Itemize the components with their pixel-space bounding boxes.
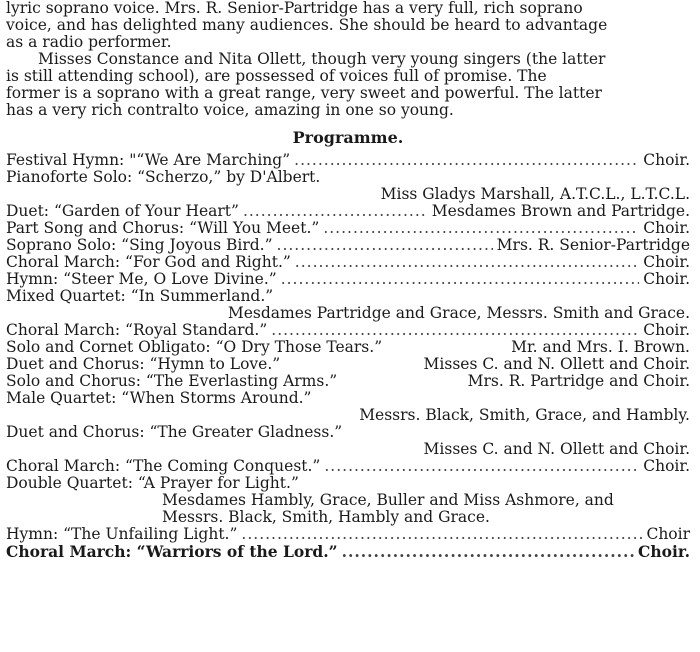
- text-line: is still attending school), are possessed of voices full of promise. The: [6, 67, 547, 85]
- programme-item: [6, 424, 690, 441]
- programme-item: [6, 543, 690, 560]
- item-title: Choral March: “Warriors of the Lord.”: [6, 542, 338, 561]
- programme-item: [6, 322, 690, 339]
- programme-list: [6, 152, 690, 560]
- item-performer: Mr. and Mrs. I. Brown.: [511, 338, 690, 356]
- item-performer: Choir.: [643, 270, 690, 288]
- item-performer: Choir.: [643, 151, 690, 169]
- text-line: voice, and has delighted many audiences. She should be heard to advantage: [6, 16, 608, 34]
- item-title: Choral March: “Royal Standard.”: [6, 321, 268, 339]
- programme-item: [6, 237, 690, 254]
- item-performer: Misses C. and N. Ollett and Choir.: [423, 355, 690, 373]
- programme-item: [6, 203, 690, 220]
- programme-heading: Programme.: [292, 128, 404, 147]
- item-performer: Choir.: [638, 542, 690, 561]
- item-title: Festival Hymn: "“We Are Marching”: [6, 151, 291, 169]
- item-title: Duet: “Garden of Your Heart”: [6, 202, 239, 220]
- programme-item: [6, 169, 690, 186]
- dot-leader: [323, 220, 639, 237]
- performer-line: Mesdames Partridge and Grace, Messrs. Smith and Grace.: [227, 304, 690, 322]
- intro-paragraph-1: [6, 0, 690, 51]
- item-performer: Mrs. R. Partridge and Choir.: [467, 372, 690, 390]
- performer-line: Miss Gladys Marshall, A.T.C.L., L.T.C.L.: [380, 185, 690, 203]
- item-title: Part Song and Chorus: “Will You Meet.”: [6, 219, 320, 237]
- programme-item: [6, 271, 690, 288]
- item-title: Hymn: “Steer Me, O Love Divine.”: [6, 270, 277, 288]
- document-page: [6, 0, 690, 560]
- programme-item: [6, 254, 690, 271]
- item-title: Hymn: “The Unfailing Light.”: [6, 525, 238, 543]
- text-line: former is a soprano with a great range, very sweet and powerful. The latter: [6, 84, 602, 102]
- performer-line: Messrs. Black, Smith, Grace, and Hambly.: [359, 406, 690, 424]
- dot-leader: [241, 526, 642, 543]
- item-title: Pianoforte Solo: “Scherzo,” by D'Albert.: [6, 168, 321, 186]
- intro-paragraph-2: [6, 51, 690, 119]
- item-performer: Choir.: [643, 457, 690, 475]
- item-performer: Choir.: [643, 219, 690, 237]
- item-title: Soprano Solo: “Sing Joyous Bird.”: [6, 236, 273, 254]
- text-line: lyric soprano voice. Mrs. R. Senior-Partridge has a very full, rich soprano: [6, 0, 583, 17]
- dot-leader: [271, 322, 639, 339]
- item-title: Duet and Chorus: “The Greater Gladness.”: [6, 423, 343, 441]
- item-title: Solo and Cornet Obligato: “O Dry Those Tears.”: [6, 338, 383, 356]
- item-title: Male Quartet: “When Storms Around.”: [6, 389, 312, 407]
- text-line: Misses Constance and Nita Ollett, though very young singers (the latter: [38, 50, 606, 68]
- item-performer: Mesdames Brown and Partridge.: [431, 202, 690, 220]
- item-title: Duet and Chorus: “Hymn to Love.”: [6, 355, 281, 373]
- item-title: Choral March: “For God and Right.”: [6, 253, 291, 271]
- text-line: has a very rich contralto voice, amazing in one so young.: [6, 101, 454, 119]
- dot-leader: [342, 543, 634, 560]
- performer-line: Messrs. Black, Smith, Hambly and Grace.: [162, 508, 490, 526]
- dot-leader: [324, 458, 639, 475]
- item-title: Choral March: “The Coming Conquest.”: [6, 457, 321, 475]
- performer-line: Mesdames Hambly, Grace, Buller and Miss Ashmore, and: [162, 491, 614, 509]
- dot-leader: [243, 203, 428, 220]
- programme-item: [6, 526, 690, 543]
- item-title: Mixed Quartet: “In Summerland.”: [6, 287, 274, 305]
- item-performer: Choir.: [643, 321, 690, 339]
- item-title: Double Quartet: “A Prayer for Light.”: [6, 474, 299, 492]
- dot-leader: [281, 271, 640, 288]
- item-title: Solo and Chorus: “The Everlasting Arms.”: [6, 372, 338, 390]
- programme-item: [6, 339, 690, 356]
- programme-item: [6, 373, 690, 390]
- dot-leader: [277, 237, 493, 254]
- item-performer: Choir.: [643, 253, 690, 271]
- item-performer: Choir: [646, 525, 690, 543]
- performer-line: Misses C. and N. Ollett and Choir.: [423, 440, 690, 458]
- programme-item: [6, 288, 690, 305]
- dot-leader: [295, 254, 639, 271]
- programme-item: [6, 458, 690, 475]
- programme-item: [6, 475, 690, 492]
- text-line: as a radio performer.: [6, 33, 172, 51]
- programme-item: [6, 152, 690, 169]
- item-performer: Mrs. R. Senior-Partridge: [496, 236, 690, 254]
- programme-item: [6, 220, 690, 237]
- dot-leader: [294, 152, 639, 169]
- programme-item: [6, 390, 690, 407]
- programme-item: [6, 356, 690, 373]
